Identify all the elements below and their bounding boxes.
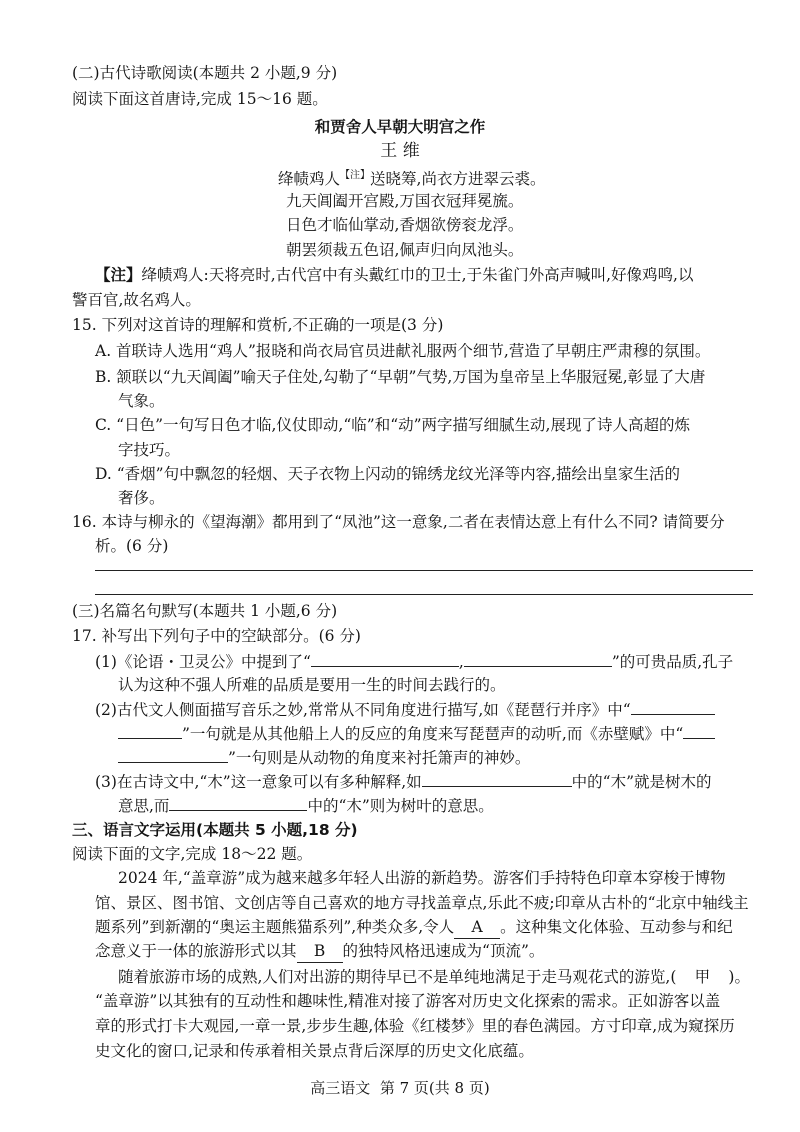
note-label: 【注】: [95, 266, 142, 284]
q17-blank-3b[interactable]: [118, 722, 182, 739]
poem-line-3: 日色才临仙掌动,香烟欲傍衮龙浮。: [286, 216, 524, 234]
q17-part3-line1: [95, 770, 712, 793]
answer-line-2[interactable]: [95, 594, 753, 595]
q15-option-c-line1: C. “日色”一句写日色才临,仪仗即动,“临”和“动”两字描写细腻生动,展现了诗人高超的炼: [95, 416, 690, 434]
poem-line-1: [278, 165, 545, 190]
q17-part2-text-a: (2)古代文人侧面描写音乐之妙,常常从不同角度进行描写,如《琵琶行并序》中“: [95, 701, 631, 719]
q17-blank-4b[interactable]: [118, 746, 228, 763]
q17-part2-text-b: ”一句就是从其他船上人的反应的角度来写琵琶声的动听,而《赤壁赋》中“: [182, 725, 684, 743]
q15-option-b-line1: B. 颔联以“九天阊阖”喻天子住处,勾勒了“早朝”气势,万国为皇帝呈上华服冠冕,彰显了大唐: [95, 368, 706, 386]
q15-option-b-line2: 气象。: [118, 392, 165, 410]
poem-section-header: (二)古代诗歌阅读(本题共 2 小题,9 分): [72, 64, 338, 82]
note-marker: 【注】: [340, 170, 371, 181]
language-section-header: 三、语言文字运用(本题共 5 小题,18 分): [72, 821, 358, 839]
para1-line3: [95, 916, 733, 939]
poem-author: 王 维: [380, 141, 420, 161]
q17-stem: 17. 补写出下列句子中的空缺部分。(6 分): [72, 627, 361, 645]
footer-subject: 高三语文: [310, 1079, 371, 1097]
para1-line4: [95, 940, 544, 963]
para1-line4-text: 念意义于一体的旅游形式以其: [95, 942, 297, 960]
q17-blank-6[interactable]: [169, 794, 307, 811]
q17-part3-line2: [118, 794, 494, 817]
q17-blank-3a[interactable]: [631, 698, 715, 715]
q15-option-c-line2: 字技巧。: [118, 441, 181, 459]
q17-part2-line2: [118, 722, 715, 745]
para1-line3-text: 题系列”到新潮的“奥运主题熊猫系列”,种类众多,令人: [95, 918, 455, 936]
q17-part1-text-b: ”的可贵品质,孔子: [611, 653, 734, 671]
poem-title: 和贾舍人早朝大明宫之作: [314, 118, 486, 136]
blank-jia[interactable]: 甲: [694, 968, 711, 986]
para1-line3-text-b: 。这种集文化体验、互动参与和纪: [500, 918, 733, 936]
para1-line4-text-b: 的独特风格迅速成为“顶流”。: [342, 942, 545, 960]
dictation-section-header: (三)名篇名句默写(本题共 1 小题,6 分): [72, 602, 338, 620]
note-line-1: [95, 264, 693, 286]
blank-b[interactable]: B: [297, 940, 343, 963]
para2-line2: “盖章游”以其独有的互动性和趣味性,精准对接了游客对历史文化探索的需求。正如游客以盖: [95, 992, 721, 1010]
poem-line-4: 朝罢须裁五色诏,佩声归向凤池头。: [286, 241, 524, 259]
q17-part3-text-a: (3)在古诗文中,“木”这一意象可以有多种解释,如: [95, 773, 422, 791]
q15-stem: 15. 下列对这首诗的理解和赏析,不正确的一项是(3 分): [72, 316, 444, 334]
q17-blank-1[interactable]: [311, 650, 459, 667]
q15-option-d-line1: D. “香烟”句中飘忽的轻烟、天子衣物上闪动的锦绣龙纹光泽等内容,描绘出皇家生活的: [95, 465, 681, 483]
q16-line-1: 16. 本诗与柳永的《望海潮》都用到了“凤池”这一意象,二者在表情达意上有什么不同? 请简要分: [72, 513, 725, 531]
q17-blank-4a[interactable]: [683, 722, 715, 739]
page-footer: [0, 1077, 800, 1098]
q17-part3-text-d: 中的“木”则为树叶的意思。: [307, 797, 494, 815]
answer-line-1[interactable]: [95, 570, 753, 571]
q17-part2-line3: [118, 746, 530, 769]
q17-part2-text-c: ”一句则是从动物的角度来衬托箫声的神妙。: [228, 749, 531, 767]
language-instruction: 阅读下面的文字,完成 18～22 题。: [72, 845, 313, 863]
poem-line-1-start: 绛帻鸡人: [278, 170, 341, 189]
poem-line-1-end: 送晓筹,尚衣方进翠云裘。: [370, 170, 546, 189]
para2-line3: 章的形式打卡大观园,一章一景,步步生趣,体验《红楼梦》里的春色满园。方寸印章,成为窥探历: [95, 1017, 735, 1035]
blank-a[interactable]: A: [454, 916, 500, 939]
q15-option-d-line2: 奢侈。: [118, 489, 165, 507]
poem-instruction: 阅读下面这首唐诗,完成 15～16 题。: [72, 90, 328, 108]
para2-line4: 史文化的窗口,记录和传承着相关景点背后深厚的历史文化底蕴。: [95, 1042, 534, 1060]
para1-line1: 2024 年,“盖章游”成为越来越多年轻人出游的新趋势。游客们手持特色印章本穿梭于博物: [118, 869, 726, 887]
note-line-2: 警百官,故名鸡人。: [72, 291, 201, 309]
para1-line2: 馆、景区、图书馆、文创店等自己喜欢的地方寻找盖章点,乐此不疲;印章从古朴的“北京中轴线主: [95, 894, 749, 912]
para2-line1-text: 随着旅游市场的成熟,人们对出游的期待早已不是单纯地满足于走马观花式的游览,(: [118, 968, 677, 986]
para2-line1-text-b: )。: [728, 968, 750, 986]
q17-blank-2[interactable]: [464, 650, 612, 667]
q15-option-a: A. 首联诗人选用“鸡人”报晓和尚衣局官员进献礼服两个细节,营造了早朝庄严肃穆的氛围。: [95, 342, 711, 360]
q17-blank-5[interactable]: [422, 770, 572, 787]
para2-line1: [118, 966, 750, 988]
q17-part3-text-b: 中的“木”就是树木的: [571, 773, 712, 791]
q17-part3-text-c: 意思,而: [118, 797, 170, 815]
poem-line-2: 九天阊阖开宫殿,万国衣冠拜冕旒。: [286, 192, 524, 210]
note-text-1: 绛帻鸡人:天将亮时,古代宫中有头戴红巾的卫士,于朱雀门外高声喊叫,好像鸡鸣,以: [141, 266, 694, 284]
footer-page-number: 第 7 页(共 8 页): [379, 1079, 490, 1097]
q17-part1-line1: [95, 650, 733, 673]
q17-part2-line1: [95, 698, 715, 721]
q17-part1-line2: 认为这种不强人所难的品质是要用一生的时间去践行的。: [118, 676, 506, 694]
q17-part1-text-a: (1)《论语・卫灵公》中提到了“: [95, 653, 311, 671]
q17-part1-comma: ,: [458, 653, 464, 671]
q16-line-2: 析。(6 分): [95, 537, 169, 555]
